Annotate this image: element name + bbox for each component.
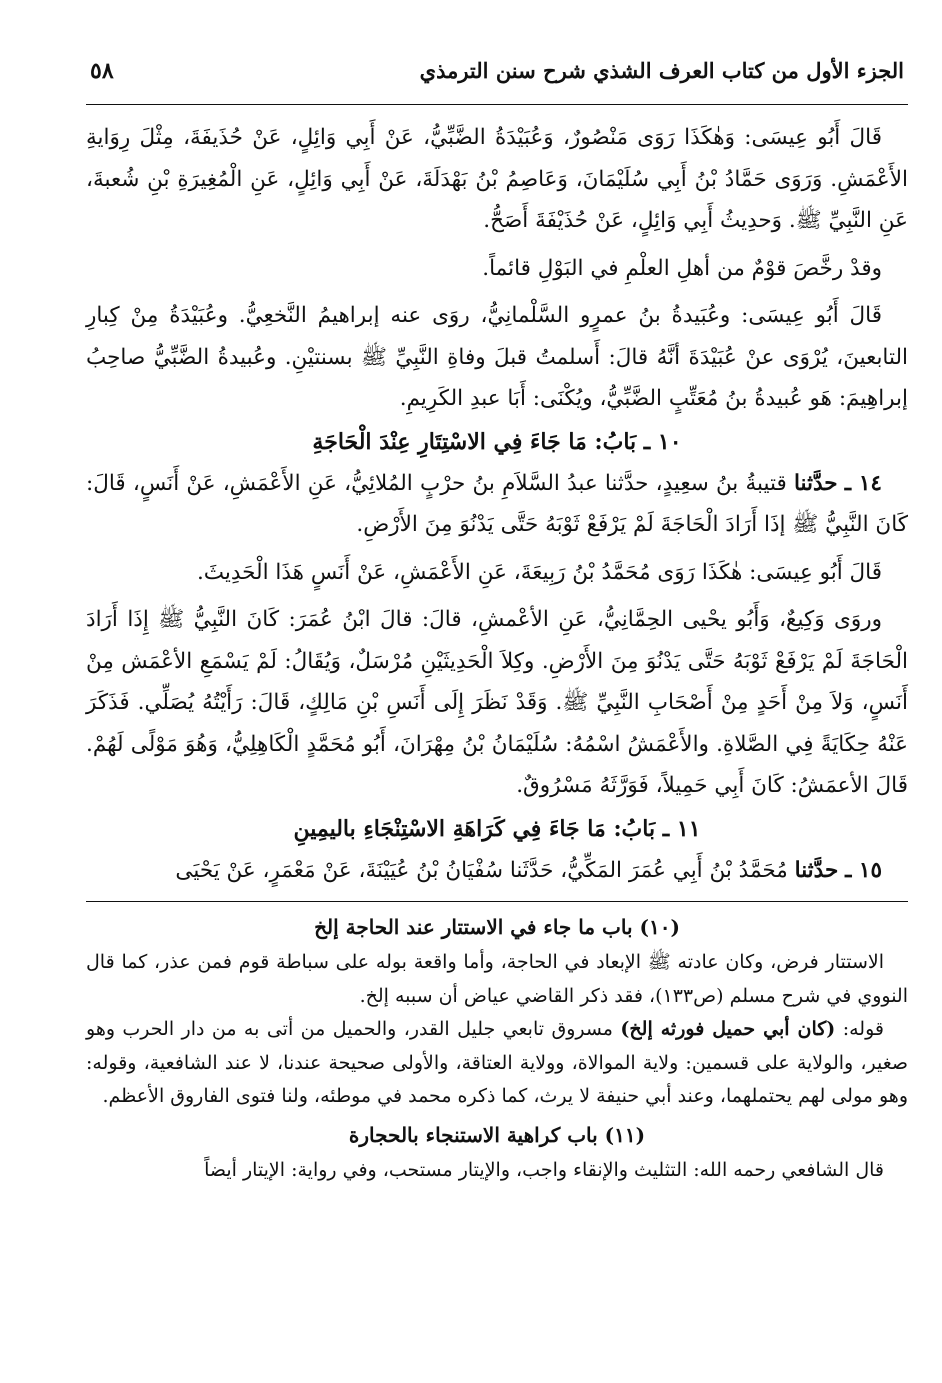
paragraph-2: وقدْ رخَّصَ قوْمٌ من أهلِ العلْمِ في البَوْلِ قائماً. — [482, 255, 882, 281]
footnote-heading-10: (١٠) باب ما جاء في الاستتار عند الحاجة إلخ — [314, 915, 680, 939]
paragraph-3: قَالَ أَبُو عِيسَى: وعُبَيدةُ بنُ عمرٍو السَّلْمانِيُّ، روَى عنه إبراهيمُ النَّخعِيُّ. وعُبَيْدَةُ مِنْ كِبارِ التابعينَ، يُرْوَى عنْ عُبَيْدَةَ أنَّهُ قالَ: أَسلمتُ قبلَ وفاةِ النَّبِيِّ ﷺ بسنتيْنِ. وعُبيدةُ الضَّبِّيُّ صاحِبُ إبراهِيمَ: هَو عُبيدةُ بنُ مُعَتِّبٍ الضَّبِّيُّ، ويُكْنَى: أَبَا عبدِ الكَرِيمِ. — [86, 303, 908, 411]
footnote-paragraph-3: قال الشافعي رحمه الله: التثليث والإنقاء واجب، والإيتار مستحب، وفي رواية: الإيتار أيضاً — [204, 1158, 884, 1181]
hadith-15 — [86, 850, 908, 892]
page-number: ٥٨ — [90, 58, 114, 84]
footnote-paragraph-2 — [86, 1013, 908, 1114]
haddathana-label: حدَّثنا — [794, 857, 839, 883]
footnotes — [86, 910, 908, 1187]
main-text — [86, 117, 908, 891]
chapter-heading-10: ١٠ ـ بَابُ: مَا جَاءَ فِي الاسْتِتَارِ عِنْدَ الْحَاجَةِ — [312, 428, 682, 455]
paragraph-1: قَالَ أَبُو عِيسَى: وَهٰكَذَا رَوَى مَنْصُورٌ، وَعُبَيْدَةُ الضَّبِّيُّ، عَنْ أَبِي وَائِلٍ، عَنْ حُذَيفَةَ، مِثْلَ رِوَايةِ الأَعْمَشِ. وَرَوَى حَمَّادُ بْنُ أَبِي سُلَيْمَانَ، وَعَاصِمُ بْنُ بَهْدَلَةَ، عَنْ أَبِي وَائِلٍ، عَنِ الْمُغِيرَةِ بْنِ شُعبةَ، عَنِ النَّبِيِّ ﷺ. وَحدِيثُ أَبِي وَائِلٍ، عَنْ حُذَيْفَةَ أَصَحُّ. — [86, 125, 908, 233]
paragraph-5: وروَى وَكِيعٌ، وَأَبُو يحْيى الحِمَّانِيُّ، عَنِ الأعْمشِ، قالَ: قالَ ابْنُ عُمَرَ: كَانَ النَّبِيُّ ﷺ إِذَا أَرَادَ الْحَاجَةَ لَمْ يَرْفَعْ ثَوْبَهُ حَتَّى يَدْنُوَ مِنَ الأَرْضِ. وكِلاَ الْحَدِيثَيْنِ مُرْسَلٌ، وَيُقَالُ: لَمْ يَسْمَعِ الأعْمَش مِنْ أَنَسٍ، وَلاَ مِنْ أَحَدٍ مِنْ أَصْحَابِ النَّبِيِّ ﷺ. وَقَدْ نَظَرَ إِلَى أَنَسِ بْنِ مَالِكٍ، قَالَ: رَأَيْتُهُ يُصَلِّي. فَذَكَرَ عَنْهُ حِكَايَةً فِي الصَّلاةِ. والأَعْمَشُ اسْمُهُ: سُلَيْمَانُ بْنُ مِهْرَانَ، أَبُو مُحَمَّدٍ الْكَاهِلِيُّ، وَهُوَ مَوْلًى لَهُمْ. قَالَ الأعمَشُ: كَانَ أَبِي حَمِيلاً، فَوَرَّثَهُ مَسْرُوقٌ. — [86, 607, 908, 798]
running-header — [86, 58, 908, 105]
hadith-14 — [86, 463, 908, 546]
footnote-lead: قوله: — [842, 1018, 884, 1040]
footnote-paragraph-1: الاستتار فرض، وكان عادته ﷺ الإبعاد في الحاجة، وأما واقعة بوله على سباطة قوم فمن عذر، كما قال النووي في شرح مسلم (ص١٣٣)، فقد ذكر القاضي عياض أن سببه إلخ. — [86, 951, 908, 1007]
haddathana-label: حدَّثنا — [793, 470, 838, 496]
page — [86, 58, 908, 1187]
book-title: الجزء الأول من كتاب العرف الشذي شرح سنن الترمذي — [419, 58, 904, 83]
hadith-text: مُحَمَّدُ بْنُ أَبِي عُمَرَ المَكِّيُّ، حَدَّثَنا سُفْيَانُ بْنُ عُيَيْنَةَ، عَنْ مَعْمَرٍ، عَنْ يَحْيَى — [175, 857, 788, 883]
footnote-text: مسروق تابعي جليل القدر، والحميل من أتى به من دار الحرب وهو صغير، والولاية على قسمين: ولاية الموالاة، وولاية العتاقة، والأولى صحيحة عندنا، لا عند الشافعية، وقوله: وهو مولى لهم يحتملهما، وعند أبي حنيفة لا يرث، كما ذكره محمد في موطئه، ولنا فتوى الفاروق الأعظم. — [86, 1018, 908, 1107]
footnote-divider — [86, 901, 908, 902]
hadith-text: قتيبةُ بنُ سعِيدٍ، حدَّثنا عبدُ السَّلاَمِ بنُ حرْبٍ المُلائِيُّ، عَنِ الأَعْمَشِ، عَنْ أَنَسٍ، قَالَ: كَانَ النَّبِيُّ ﷺ إذَا أَرَادَ الْحَاجَةَ لَمْ يَرْفَعْ ثَوْبَهُ حَتَّى يَدْنُوَ مِنَ الأَرْضِ. — [86, 470, 908, 537]
chapter-heading-11: ١١ ـ بَابُ: مَا جَاءَ فِي كَرَاهَةِ الاسْتِنْجَاءِ باليمِينِ — [293, 815, 701, 842]
hadith-number: ١٤ ـ — [844, 470, 882, 496]
footnote-heading-11: (١١) باب كراهية الاستنجاء بالحجارة — [348, 1122, 646, 1147]
hadith-number: ١٥ ـ — [845, 857, 882, 883]
paragraph-4: قَالَ أَبُو عِيسَى: هٰكَذَا رَوَى مُحَمَّدُ بْنُ رَبِيعَةَ، عَنِ الأَعْمَشِ، عَنْ أَنَسٍ هَذَا الْحَدِيثَ. — [196, 559, 882, 585]
footnote-quote: (كان أبي حميل فورثه إلخ) — [620, 1018, 836, 1040]
